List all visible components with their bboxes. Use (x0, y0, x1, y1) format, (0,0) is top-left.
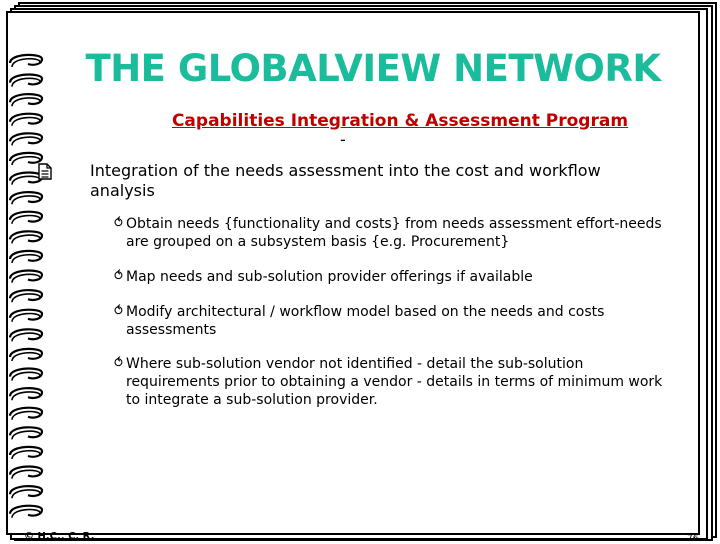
page-number: 76 (687, 534, 699, 544)
separator-dash: - (340, 130, 346, 149)
copyright-footer: © H.C., C. R. (24, 531, 95, 542)
slide-subtitle: Capabilities Integration & Assessment Program (171, 111, 629, 131)
sub-bullet-text: Modify architectural / workflow model based on the needs and costs assessments (126, 304, 605, 338)
sub-bullet-text: Map needs and sub-solution provider offerings if available (126, 269, 533, 285)
document-icon (38, 163, 52, 180)
pointer-icon: ⥀ (114, 216, 123, 231)
main-bullet-text: Integration of the needs assessment into the cost and workflow analysis (90, 161, 601, 200)
slide-title: THE GLOBALVIEW NETWORK (85, 47, 661, 90)
pointer-icon: ⥀ (114, 269, 123, 284)
sub-bullet-text: Where sub-solution vendor not identified - detail the sub-solution requirements prior to obtaining a vendor - details in terms of minimum work to integrate a sub-solution provider. (126, 356, 663, 408)
sub-bullet-text: Obtain needs {functionality and costs} from needs assessment effort-needs are grouped on a subsystem basis {e.g. Procurement} (126, 216, 662, 250)
sub-bullet (114, 303, 674, 339)
pointer-icon: ⥀ (114, 304, 123, 319)
sub-bullet (114, 215, 674, 251)
spiral-binding-icon (8, 43, 48, 523)
sub-bullet (114, 355, 674, 409)
pointer-icon: ⥀ (114, 356, 123, 371)
notebook-page (6, 11, 700, 544)
sub-bullet (114, 268, 674, 286)
